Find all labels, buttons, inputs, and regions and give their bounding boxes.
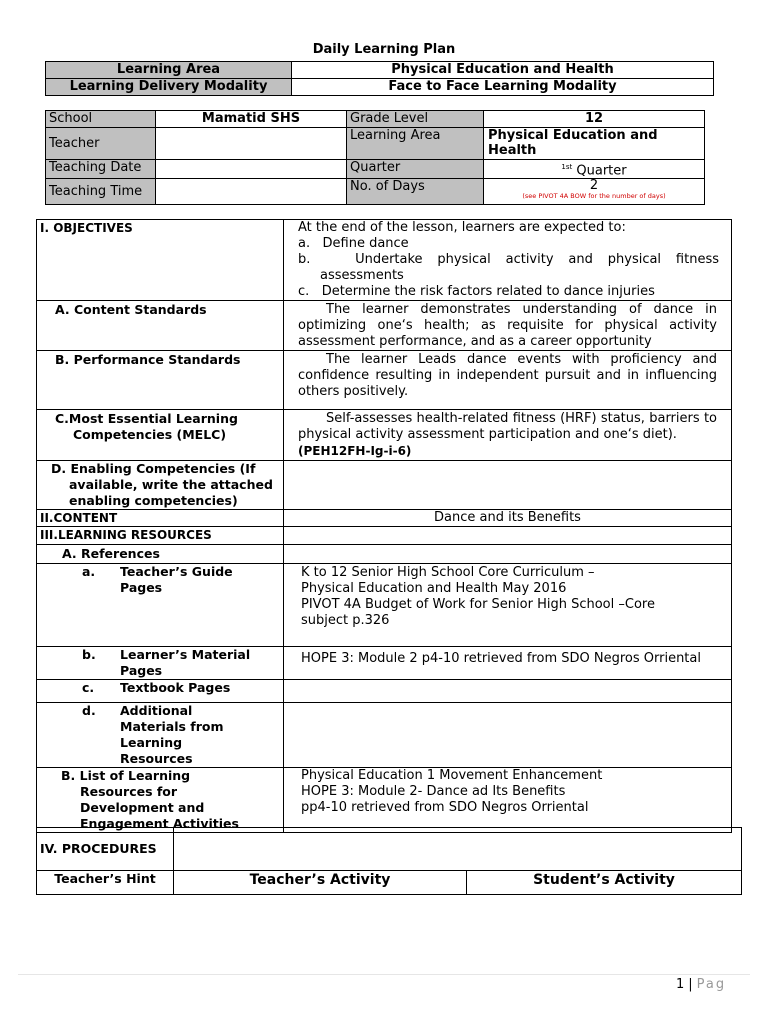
references-label: A. References [37,545,284,564]
melc-label: C.Most Essential Learning Competencies (MELC) [37,410,284,461]
objectives-intro: At the end of the lesson, learners are expected to: [298,220,626,235]
melc-text: Self-assesses health-related fitness (HRF) status, barriers to physical activity assessment participation and one‘s diet). [298,411,717,442]
enabling-label: D. Enabling Competencies (If available, write the attached enabling competencies) [37,461,284,510]
textbook-value [284,680,732,703]
content-value: Dance and its Benefits [284,510,732,527]
learning-resources-label: III.LEARNING RESOURCES [37,527,284,545]
learning-resources-value [284,527,732,545]
teacher-guide-value: K to 12 Senior High School Core Curriculum – Physical Education and Health May 2016 PIVOT 4A Budget of Work for Senior High School –Core subject p.326 [284,564,732,647]
days-value: 2 [589,178,599,194]
objectives-cell [284,220,732,301]
objective-item: a. Define dance [298,236,409,251]
procedures-label: IV. PROCEDURES [37,828,174,871]
document-title: Daily Learning Plan [312,42,456,57]
school-info-table [45,110,705,205]
modality-label: Learning Delivery Modality [46,79,292,96]
footer-page-word: Pag [696,977,727,992]
header-table [45,61,714,96]
school-value: Mamatid SHS [156,111,347,128]
teacher-label: Teacher [46,128,156,160]
quarter-value [484,160,705,179]
teachers-hint-header: Teacher’s Hint [37,871,174,895]
performance-standards-label: B. Performance Standards [37,351,284,410]
performance-standards-text: The learner Leads dance events with proficiency and confidence resulting in independent pursuit and in influencing others positively. [284,351,732,410]
learner-material-value: HOPE 3: Module 2 p4-10 retrieved from SDO Negros Orriental [284,647,732,680]
additional-materials-value [284,703,732,768]
students-activity-header: Student’s Activity [467,871,742,895]
teaching-time-label: Teaching Time [46,179,156,205]
days-value-cell [484,179,705,205]
quarter-label: Quarter [347,160,484,179]
learner-material-label: b. Learner’s Material Pages [37,647,284,680]
content-standards-text: The learner demonstrates understanding of dance in optimizing one‘s health; as requisite for physical activity assessment performance, and as a career opportunity [284,301,732,351]
teacher-guide-label: a. Teacher’s Guide Pages [37,564,284,647]
objectives-label: I. OBJECTIVES [37,220,284,301]
references-value [284,545,732,564]
area-value: Physical Education and Health [484,128,705,160]
objective-item: c. Determine the risk factors related to dance injuries [298,284,655,299]
teaching-time-value [156,179,347,205]
days-label: No. of Days [347,179,484,205]
lesson-table [36,219,732,833]
content-standards-label: A. Content Standards [37,301,284,351]
footer-separator: | [688,977,693,992]
textbook-label: c. Textbook Pages [37,680,284,703]
resources-list-value: Physical Education 1 Movement Enhancement HOPE 3: Module 2- Dance ad Its Benefits pp4-10 retrieved from SDO Negros Orriental [284,768,732,833]
melc-cell [284,410,732,461]
procedures-value [174,828,742,871]
objective-item: b. Undertake physical activity and physical fitness assessments [298,252,720,283]
objectives-list [298,236,719,300]
additional-materials-label: d. Additional Materials from Learning Resources [37,703,284,768]
learning-area-label: Learning Area [46,62,292,79]
school-label: School [46,111,156,128]
content-label: II.CONTENT [37,510,284,527]
grade-level-value: 12 [484,111,705,128]
enabling-value [284,461,732,510]
quarter-sup: 1st [561,163,573,171]
days-note: (see PIVOT 4A BOW for the number of days) [522,192,666,201]
teaching-date-label: Teaching Date [46,160,156,179]
procedures-table [36,827,742,895]
teaching-date-value [156,160,347,179]
footer-divider [18,974,750,975]
page-footer [676,977,726,992]
quarter-word: Quarter [572,163,627,179]
learning-area-value: Physical Education and Health [292,62,714,79]
area-label: Learning Area [347,128,484,160]
grade-level-label: Grade Level [347,111,484,128]
teacher-value [156,128,347,160]
teachers-activity-header: Teacher’s Activity [174,871,467,895]
page-number: 1 [676,977,685,992]
resources-list-label: B. List of Learning Resources for Development and Engagement Activities [37,768,284,833]
melc-code: (PEH12FH-Ig-i-6) [298,444,412,458]
modality-value: Face to Face Learning Modality [292,79,714,96]
